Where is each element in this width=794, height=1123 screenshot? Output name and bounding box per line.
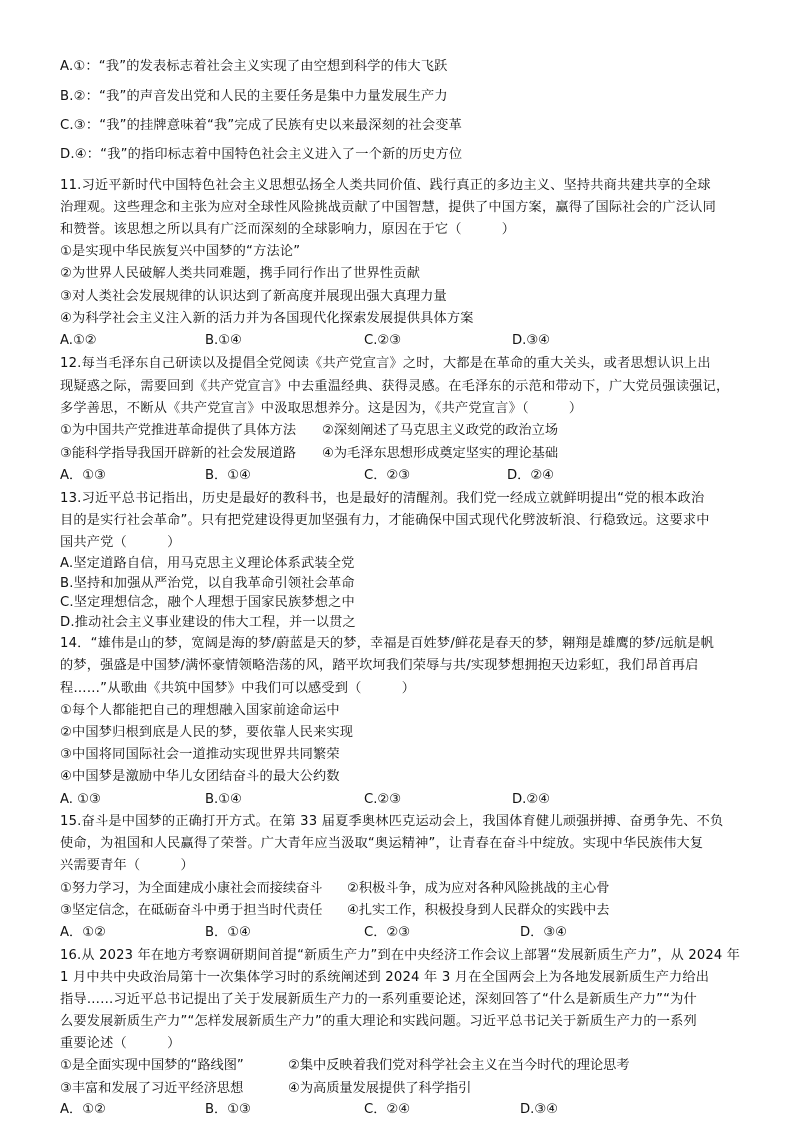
q14-choice-a: A. ①③	[60, 792, 101, 807]
q16-items-row	[60, 1057, 740, 1075]
q16-items-row	[60, 1080, 740, 1098]
q13-stem-line: 目的是实行社会革命”。只有把党建设得更加坚强有力，才能确保中国式现代化劈波斩浪、行稳致远。这要求中	[60, 513, 710, 528]
q16-choice-a: A．①②	[60, 1102, 106, 1117]
q10-option-d: D.④：“我”的指印标志着中国特色社会主义进入了一个新的历史方位	[60, 147, 463, 162]
q11-choice-d: D.③④	[512, 333, 550, 348]
q14-stem-line: 14．“雄伟是山的梦，宽阔是海的梦/蔚蓝是天的梦，幸福是百姓梦/鲜花是春天的梦，翱翔是雄鹰的梦/远航是帆	[60, 636, 714, 651]
q15-item: ①努力学习，为全面建成小康社会而接续奋斗	[60, 881, 323, 896]
q14-choice-c: C.②③	[364, 792, 402, 807]
q14-stem-line: 程……”从歌曲《共筑中国梦》中我们可以感受到（ ）	[60, 681, 416, 696]
q12-item: ②深刻阐述了马克思主义政党的政治立场	[322, 423, 559, 438]
q13-stem-line: 13.习近平总书记指出，历史是最好的教科书，也是最好的清醒剂。我们党一经成立就鲜明提出“党的根本政治	[60, 491, 705, 506]
q12-stem-line: 多学善思，不断从《共产党宣言》中汲取思想养分。这是因为，《共产党宣言》（ ）	[60, 401, 583, 416]
q11-item: ④为科学社会主义注入新的活力并为各国现代化探索发展提供具体方案	[60, 311, 474, 326]
q12-choice-d: D．②④	[507, 468, 554, 483]
q14-item: ③中国将同国际社会一道推动实现世界共同繁荣	[60, 747, 340, 762]
q14-stem-line: 的梦，强盛是中国梦/满怀豪情领略浩荡的风，踏平坎坷我们荣辱与共/实现梦想拥抱天边彩虹，我们昂首再启	[60, 658, 699, 673]
q16-choices	[60, 1101, 740, 1119]
q15-choice-d: D．③④	[520, 925, 567, 940]
q12-stem-line: 现疑惑之际，需要回到《共产党宣言》中去重温经典、获得灵感。在毛泽东的示范和带动下，广大党员强读强记，	[60, 379, 730, 394]
q11-item: ③对人类社会发展规律的认识达到了新高度并展现出强大真理力量	[60, 289, 447, 304]
q12-stem-line: 12.每当毛泽东自己研读以及提倡全党阅读《共产党宣言》之时，大都是在革命的重大关头，或者思想认识上出	[60, 356, 711, 371]
q12-choice-a: A．①③	[60, 468, 106, 483]
q15-choice-c: C．②③	[364, 925, 411, 940]
q10-option-b: B.②：“我”的声音发出党和人民的主要任务是集中力量发展生产力	[60, 89, 448, 104]
q15-choice-a: A．①②	[60, 925, 106, 940]
q15-choice-b: B．①④	[205, 925, 251, 940]
q11-choice-a: A.①②	[60, 333, 97, 348]
q12-item: ①为中国共产党推进革命提供了具体方法	[60, 423, 297, 438]
q16-choice-b: B．①③	[205, 1102, 251, 1117]
q15-choices	[60, 924, 740, 942]
q16-stem-line: 指导……习近平总书记提出了关于发展新质生产力的一系列重要论述，深刻回答了“什么是新质生产力”“为什	[60, 992, 697, 1007]
q15-stem-line: 兴需要青年（ ）	[60, 858, 194, 873]
q11-stem-line: 11.习近平新时代中国特色社会主义思想弘扬全人类共同价值、践行真正的多边主义、坚持共商共建共享的全球	[60, 178, 711, 193]
q16-stem-line: 么要发展新质生产力”“怎样发展新质生产力”的重大理论和实践问题。习近平总书记关于新质生产力的一系列	[60, 1014, 697, 1029]
q15-stem-line: 使命，为祖国和人民赢得了荣誉。广大青年应当汲取“奥运精神”，让青春在奋斗中绽放。实现中华民族伟大复	[60, 836, 704, 851]
q13-option-c: C.坚定理想信念，融个人理想于国家民族梦想之中	[60, 595, 355, 610]
q10-option-a: A.①：“我”的发表标志着社会主义实现了由空想到科学的伟大飞跃	[60, 59, 448, 74]
q14-item: ④中国梦是激励中华儿女团结奋斗的最大公约数	[60, 769, 340, 784]
q11-item: ①是实现中华民族复兴中国梦的“方法论”	[60, 244, 301, 259]
q11-choice-c: C.②③	[364, 333, 402, 348]
q14-item: ①每个人都能把自己的理想融入国家前途命运中	[60, 703, 340, 718]
q16-item: ②集中反映着我们党对科学社会主义在当今时代的理论思考	[288, 1058, 630, 1073]
q15-items-row	[60, 880, 740, 898]
q15-stem-line: 15.奋斗是中国梦的正确打开方式。在第 33 届夏季奥林匹克运动会上，我国体育健儿顽强拼搏、奋勇争先、不负	[60, 814, 724, 829]
q13-option-b: B.坚持和加强从严治党，以自我革命引领社会革命	[60, 576, 355, 591]
q16-choice-c: C．②④	[364, 1102, 411, 1117]
q11-stem-line: 治理观。这些理念和主张为应对全球性风险挑战贡献了中国智慧，提供了中国方案，赢得了国际社会的广泛认同	[60, 200, 716, 215]
q15-item: ②积极斗争，成为应对各种风险挑战的主心骨	[347, 881, 610, 896]
q11-stem-line: 和赞誉。该思想之所以具有广泛而深刻的全球影响力，原因在于它（ ）	[60, 222, 516, 237]
q14-choice-d: D.②④	[512, 792, 550, 807]
q16-choice-d: D.③④	[520, 1102, 558, 1117]
q16-stem-line: 16.从 2023 年在地方考察调研期间首提“新质生产力”到在中央经济工作会议上部署“发展新质生产力”，从 2024 年	[60, 948, 741, 963]
q12-choice-b: B．①④	[205, 468, 251, 483]
q16-stem-line: 1 月中共中央政治局第十一次集体学习时的系统阐述到 2024 年 3 月在全国两会上为各地发展新质生产力给出	[60, 970, 710, 985]
q14-choices	[60, 791, 740, 809]
q12-items-row	[60, 445, 740, 463]
q11-item: ②为世界人民破解人类共同难题，携手同行作出了世界性贡献	[60, 266, 421, 281]
q13-option-d: D.推动社会主义事业建设的伟大工程，并一以贯之	[60, 615, 356, 630]
q12-item: ④为毛泽东思想形成奠定坚实的理论基础	[322, 446, 559, 461]
q16-stem-line: 重要论述（ ）	[60, 1036, 181, 1051]
q15-item: ③坚定信念，在砥砺奋斗中勇于担当时代责任	[60, 903, 323, 918]
q11-choice-b: B.①④	[205, 333, 242, 348]
q16-item: ④为高质量发展提供了科学指引	[288, 1081, 472, 1096]
q10-option-c: C.③：“我”的挂牌意味着“我”完成了民族有史以来最深刻的社会变革	[60, 118, 463, 133]
q12-item: ③能科学指导我国开辟新的社会发展道路	[60, 446, 297, 461]
q11-choices	[60, 332, 740, 350]
q13-option-a: A.坚定道路自信，用马克思主义理论体系武装全党	[60, 556, 355, 571]
q13-stem-line: 国共产党（ ）	[60, 535, 181, 550]
q12-items-row	[60, 422, 740, 440]
q16-item: ①是全面实现中国梦的“路线图”	[60, 1058, 244, 1073]
q12-choices	[60, 467, 740, 485]
q15-item: ④扎实工作，积极投身到人民群众的实践中去	[347, 903, 610, 918]
q15-items-row	[60, 902, 740, 920]
q14-item: ②中国梦归根到底是人民的梦，要依靠人民来实现	[60, 725, 354, 740]
q12-choice-c: C．②③	[364, 468, 411, 483]
q16-item: ③丰富和发展了习近平经济思想	[60, 1081, 244, 1096]
q14-choice-b: B.①④	[205, 792, 242, 807]
